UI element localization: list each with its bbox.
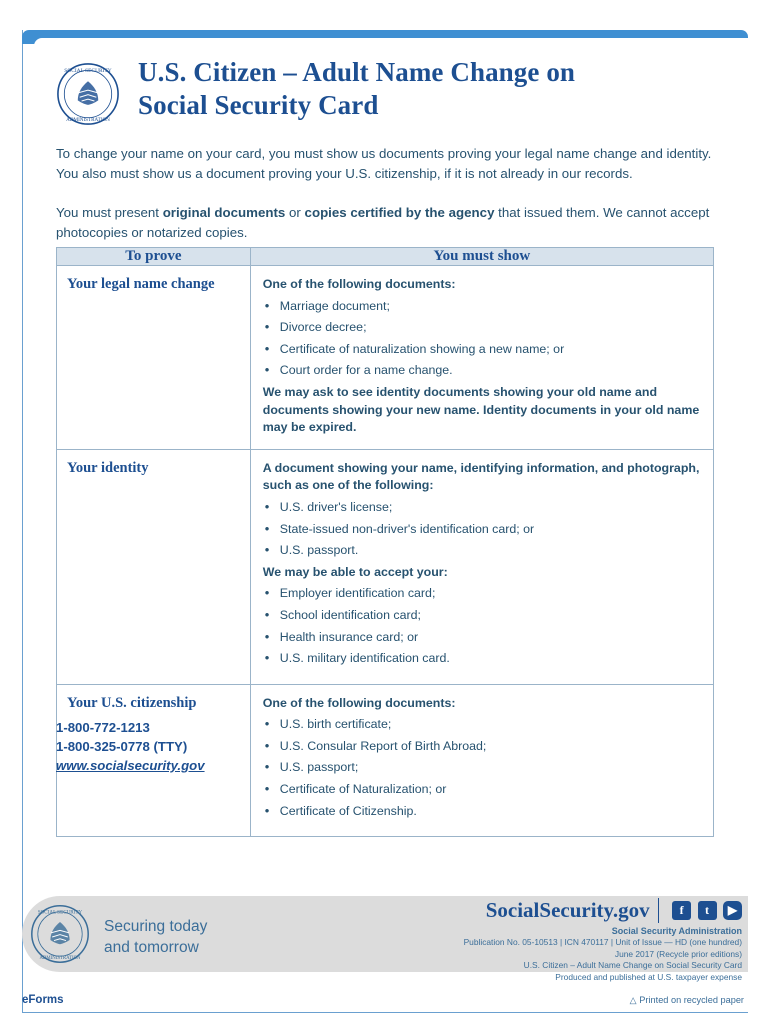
- top-bar-notch: [34, 38, 748, 46]
- row-label-cell-name-change: [57, 266, 251, 450]
- list-item: • Marriage document;: [263, 298, 701, 316]
- intro-paragraph-2: [56, 203, 714, 242]
- row-lead-text: One of the following documents:: [262, 277, 456, 291]
- row-body-cell-identity: [250, 449, 713, 684]
- row-label-text: Your U.S. citizenship: [67, 694, 197, 711]
- footer-right-block: [422, 898, 742, 983]
- footer-produced: Produced and published at U.S. taxpayer expense: [555, 971, 742, 982]
- footer-tagline-line2: and tomorrow: [104, 939, 199, 956]
- list-item: • Certificate of naturalization showing a new name; or: [263, 341, 701, 359]
- svg-text:SOCIAL SECURITY: SOCIAL SECURITY: [64, 68, 112, 75]
- table-header-you-must-show: You must show: [250, 248, 713, 266]
- list-item: • U.S. driver's license;: [263, 499, 701, 517]
- row-item-list: [263, 499, 701, 560]
- ssa-seal-icon: [56, 62, 120, 126]
- list-item: • Certificate of Naturalization; or: [263, 781, 701, 799]
- footer-metadata: [422, 926, 742, 983]
- footer-tagline: [104, 916, 207, 958]
- youtube-icon[interactable]: ▶: [723, 901, 742, 920]
- intro-paragraph-1: To change your name on your card, you must show us documents proving your legal name change and identity. You also must show us a document proving your U.S. citizenship, if it is not already in our records.: [56, 146, 712, 181]
- footer-subject: U.S. Citizen – Adult Name Change on Social Security Card: [523, 960, 742, 971]
- row-body-content: [251, 450, 713, 684]
- page-title-line2: Social Security Card: [138, 90, 379, 120]
- footer-publication-info: Publication No. 05-10513 | ICN 470117 | Unit of Issue — HD (one hundred): [463, 937, 742, 948]
- row-label-text: Your legal name change: [67, 276, 215, 292]
- row-body-content: [251, 266, 713, 449]
- list-item: • U.S. birth certificate;: [263, 716, 701, 734]
- row-item-list: [263, 298, 701, 380]
- table-header-row: [57, 248, 714, 266]
- intro-2-bold-original: original documents: [162, 205, 286, 220]
- table-row: [57, 266, 714, 450]
- contact-block: [56, 718, 205, 775]
- contact-website-link[interactable]: www.socialsecurity.gov: [56, 758, 205, 773]
- footer-brand-link[interactable]: SocialSecurity.gov: [486, 898, 659, 923]
- svg-text:SOCIAL SECURITY: SOCIAL SECURITY: [37, 909, 83, 916]
- intro-2-part-e: that issued them. We cannot accept photocopies or notarized copies.: [56, 205, 710, 240]
- contact-tty: 1-800-325-0778 (TTY): [56, 739, 188, 754]
- document-header: [56, 56, 756, 126]
- list-item: • State-issued non-driver's identification card; or: [263, 521, 701, 539]
- list-item: • U.S. passport.: [263, 542, 701, 560]
- row-note-text: We may ask to see identity documents showing your old name and documents showing your new name. Identity documents in your old name may be expired.: [262, 384, 700, 435]
- row-label-text: Your identity: [67, 459, 149, 476]
- footer-date: June 2017 (Recycle prior editions): [614, 948, 742, 959]
- row-body-cell-name-change: [250, 266, 713, 450]
- list-item: • U.S. Consular Report of Birth Abroad;: [263, 738, 701, 756]
- row-item-list-secondary: [263, 585, 701, 667]
- eforms-label: eForms: [22, 994, 64, 1006]
- intro-2-bold-certified: copies certified by the agency: [304, 205, 495, 220]
- row-item-list: [263, 716, 701, 820]
- left-border-rule: [22, 30, 23, 1012]
- footer-tagline-line1: Securing today: [104, 918, 208, 935]
- list-item: • Employer identification card;: [263, 585, 701, 603]
- intro-2-part-c: or: [285, 205, 305, 220]
- page-title: [138, 56, 575, 122]
- row-body-cell-citizenship: [250, 684, 713, 837]
- row-body-content: [251, 685, 713, 837]
- svg-text:ADMINISTRATION: ADMINISTRATION: [39, 956, 81, 962]
- intro-2-part-a: You must present: [56, 205, 163, 220]
- table-row: [57, 449, 714, 684]
- list-item: • Health insurance card; or: [263, 629, 701, 647]
- row-lead-text: A document showing your name, identifying information, and photograph, such as one of the following:: [262, 460, 700, 493]
- list-item: • Court order for a name change.: [263, 362, 701, 380]
- ssa-seal-footer-icon: [30, 904, 90, 964]
- twitter-icon[interactable]: t: [698, 901, 717, 920]
- list-item: • U.S. passport;: [263, 759, 701, 777]
- footer-rule: [22, 1012, 748, 1013]
- page-title-line1: U.S. Citizen – Adult Name Change on: [138, 57, 576, 87]
- recycled-paper-note: [630, 995, 744, 1006]
- social-icons-group: [670, 901, 742, 920]
- table-header-to-prove: To prove: [57, 248, 251, 266]
- svg-text:ADMINISTRATION: ADMINISTRATION: [66, 116, 110, 123]
- list-item: • Divorce decree;: [263, 319, 701, 337]
- row-label-cell-identity: [57, 449, 251, 684]
- list-item: • School identification card;: [263, 607, 701, 625]
- facebook-icon[interactable]: f: [672, 901, 691, 920]
- row-lead-text: One of the following documents:: [262, 695, 456, 710]
- contact-phone: 1-800-772-1213: [56, 720, 150, 735]
- row-note-text: We may be able to accept your:: [262, 564, 448, 579]
- recycled-paper-text: Printed on recycled paper: [639, 995, 744, 1005]
- list-item: • Certificate of Citizenship.: [263, 803, 701, 821]
- footer-agency-name: Social Security Administration: [611, 926, 742, 936]
- list-item: • U.S. military identification card.: [263, 650, 701, 668]
- recycle-triangle-icon: △: [629, 995, 637, 1005]
- footer-brand-row: [422, 898, 742, 923]
